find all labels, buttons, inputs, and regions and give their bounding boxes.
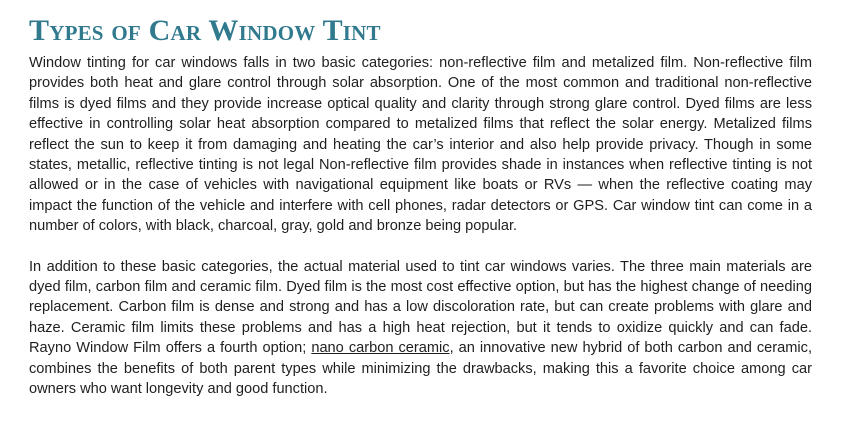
article <box>29 14 812 400</box>
article-paragraph-2 <box>29 257 812 400</box>
paragraph-2-text-before-link: In addition to these basic categories, the actual material used to tint car windows varies. The three main materials are dyed film, carbon film and ceramic film. Dyed film is the most cost effective option, but has the highest change of needing replacement. Carbon film is dense and strong and has a low discoloration rate, but can create problems with glare and haze. Ceramic film limits these problems and has a high heat rejection, but it tends to oxidize quickly and can fade. Rayno Window Film offers a fourth option; <box>29 258 812 357</box>
article-title: Types of Car Window Tint <box>29 14 381 47</box>
article-paragraph-1: Window tinting for car windows falls in two basic categories: non-reflective film and metalized film. Non-reflective film provides both heat and glare control through solar absorption. One of the most common and traditional non-reflective films is dyed films and they provide increase optical quality and clarity through strong glare control. Dyed films are less effective in controlling solar heat absorption compared to metalized films that reflect the solar energy. Metalized films reflect the sun to keep it from damaging and heating the car’s interior and also help provide privacy. Though in some states, metallic, reflective tinting is not legal Non-reflective film provides shade in instances when reflective tinting is not allowed or in the case of vehicles with navigational equipment like boats or RVs — when the reflective coating may impact the function of the vehicle and interfere with cell phones, radar detectors or GPS. Car window tint can come in a number of colors, with black, charcoal, gray, gold and bronze being popular. <box>29 55 812 235</box>
nano-carbon-ceramic-link[interactable]: nano carbon ceramic <box>311 340 450 357</box>
paragraph-2-text-after-link: , an innovative new hybrid of both carbon and ceramic, combines the benefits of both parent types while minimizing the drawbacks, making this a favorite choice among car owners who want longevity and good function. <box>29 340 813 398</box>
